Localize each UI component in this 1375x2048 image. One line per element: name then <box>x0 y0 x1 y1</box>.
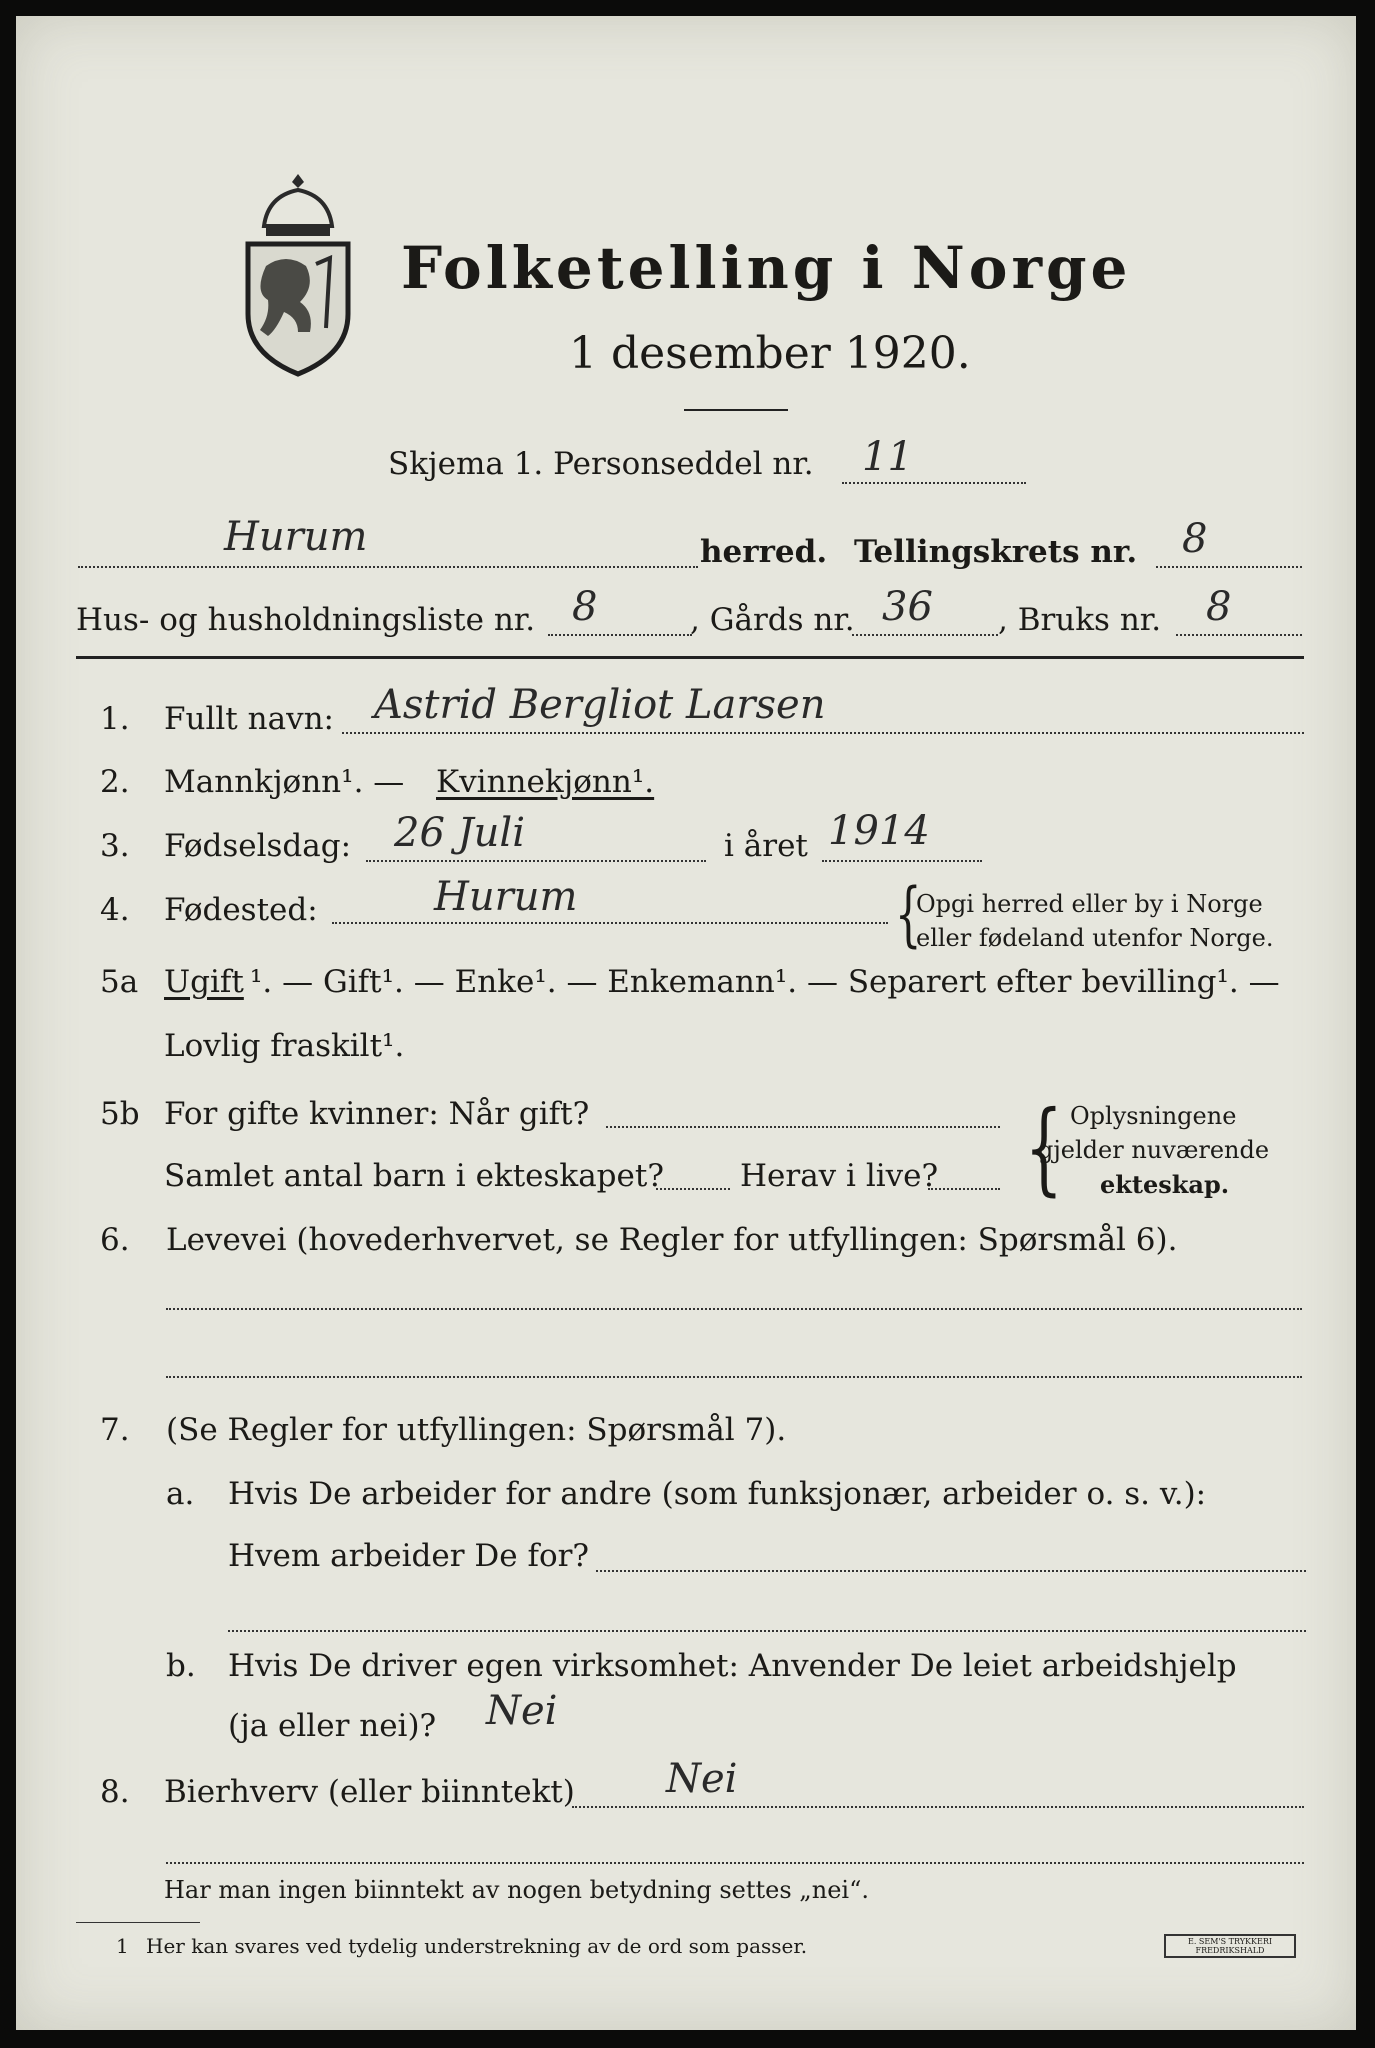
q7b-value: Nei <box>486 1688 558 1734</box>
footnote-mark: 1 <box>116 1934 129 1958</box>
q7a-line1: Hvis De arbeider for andre (som funksjonær, arbeider o. s. v.): <box>228 1476 1207 1512</box>
census-date: 1 desember 1920. <box>569 328 971 379</box>
female-option: Kvinnekjønn¹. <box>436 764 655 800</box>
tellingskrets-label: Tellingskrets nr. <box>854 534 1138 570</box>
q7a-line2: Hvem arbeider De for? <box>228 1538 590 1574</box>
q7a-letter: a. <box>166 1476 195 1512</box>
q6-number: 6. <box>100 1222 130 1258</box>
q3-number: 3. <box>100 828 130 864</box>
bruks-label: , Bruks nr. <box>998 602 1162 638</box>
marriage-note-line1: Oplysningene <box>1070 1102 1237 1130</box>
husliste-value: 8 <box>572 584 598 630</box>
q7b-line1: Hvis De driver egen virksomhet: Anvender De leiet arbeidshjelp <box>228 1648 1237 1684</box>
children-alive-label: Herav i live? <box>740 1158 939 1194</box>
schema-label: Skjema 1. Personseddel nr. <box>388 446 814 482</box>
q7b-line2: (ja eller nei)? <box>228 1708 437 1744</box>
ugift-option: Ugift <box>164 964 244 1000</box>
header-divider <box>76 656 1304 659</box>
q3-label: Fødselsdag: <box>164 828 352 864</box>
bruks-value: 8 <box>1206 584 1232 630</box>
biinntekt-note: Har man ingen biinntekt av nogen betydning settes „nei“. <box>164 1876 869 1904</box>
q1-number: 1. <box>100 701 130 737</box>
q8-value: Nei <box>666 1756 738 1802</box>
printer-stamp <box>1164 1934 1296 1958</box>
q8-number: 8. <box>100 1774 130 1810</box>
title-divider <box>684 409 788 411</box>
q5a-number: 5a <box>100 964 139 1000</box>
male-option: Mannkjønn¹. — <box>164 764 405 800</box>
herred-label: herred. <box>700 534 828 570</box>
full-name-value: Astrid Bergliot Larsen <box>374 682 826 728</box>
footnote-text: Her kan svares ved tydelig understrekning av de ord som passer. <box>146 1934 808 1958</box>
form-title: Folketelling i Norge <box>401 234 1132 302</box>
q7-label: (Se Regler for utfyllingen: Spørsmål 7). <box>166 1412 787 1448</box>
tellingskrets-value: 8 <box>1182 516 1208 562</box>
marital-options: ¹. — Gift¹. — Enke¹. — Enkemann¹. — Separert efter bevilling¹. — <box>250 964 1280 1000</box>
gards-value: 36 <box>882 584 933 630</box>
census-form: Folketelling i Norge 1 desember 1920. Skjema 1. Personseddel nr. 11 Hurum herred. Tellingskrets nr. 8 Hus- og husholdningsliste nr. 8 , Gårds nr. 36 , Bruks nr. 8 1. Fullt navn: Astrid Bergliot Larsen 2. Mannkjønn¹. — Kvinnekjønn¹. 3. Fødselsdag: 26 Juli i året 1914 4. Fødested: Hurum { Opgi herred eller by i Norge eller fødeland utenfor Norge. 5a Ugift ¹. — Gift¹. — Enke¹. — Enkemann¹. — Separert efter bevilling¹. — Lovlig fraskilt¹. 5b For gifte kvinner: Når gift? Samlet antal barn i ekteskapet? Herav i live? { Oplysningene gjelder nuværende ekteskap. 6. Levevei (hovederhvervet, se Regler for utfyllingen: Spørsmål 6). 7. (Se Regler for utfyllingen: Spørsmål 7). a. Hvis De arbeider for andre (som funksjonær, arbeider o. s. v.): Hvem arbeider De for? b. Hvis De driver egen virksomhet: Anvender De leiet arbeidshjelp (ja eller nei)? Nei 8. Bierhverv (eller biinntekt) Nei Har man ingen biinntekt av nogen betydning settes „nei“. 1 Her kan svares ved tydelig understrekning av de ord som passer. E. SEM'S TRYKKERI FREDRIKSHALD <box>16 16 1356 2030</box>
q5b-number: 5b <box>100 1096 140 1132</box>
q7-number: 7. <box>100 1412 130 1448</box>
year-label: i året <box>724 828 808 864</box>
q6-label: Levevei (hovederhvervet, se Regler for utfyllingen: Spørsmål 6). <box>166 1222 1178 1258</box>
q1-label: Fullt navn: <box>164 701 334 737</box>
personseddel-nr-value: 11 <box>862 434 913 480</box>
q4-label: Fødested: <box>164 892 318 928</box>
birthplace-note-line1: Opgi herred eller by i Norge <box>916 890 1263 918</box>
birthday-value: 26 Juli <box>394 810 525 856</box>
coat-of-arms-icon <box>236 166 361 381</box>
herred-value: Hurum <box>224 514 368 560</box>
birth-year-value: 1914 <box>828 808 930 854</box>
children-total-label: Samlet antal barn i ekteskapet? <box>164 1158 664 1194</box>
birthplace-note-line2: eller fødeland utenfor Norge. <box>916 924 1274 952</box>
q4-number: 4. <box>100 892 130 928</box>
lovlig-fraskilt-option: Lovlig fraskilt¹. <box>164 1028 405 1064</box>
footnote-divider <box>76 1922 200 1923</box>
marriage-note-line3: ekteskap. <box>1100 1170 1230 1199</box>
married-when-label: For gifte kvinner: Når gift? <box>164 1096 590 1132</box>
q2-number: 2. <box>100 764 130 800</box>
birthplace-value: Hurum <box>434 874 578 920</box>
q7b-letter: b. <box>166 1648 196 1684</box>
husliste-label: Hus- og husholdningsliste nr. <box>76 602 536 638</box>
gards-label: , Gårds nr. <box>690 602 855 638</box>
printer-stamp-line1: E. SEM'S TRYKKERI <box>1187 1937 1273 1946</box>
marriage-note-line2: gjelder nuværende <box>1038 1136 1270 1164</box>
q8-label: Bierhverv (eller biinntekt) <box>164 1774 575 1810</box>
printer-stamp-line2: FREDRIKSHALD <box>1195 1946 1265 1955</box>
